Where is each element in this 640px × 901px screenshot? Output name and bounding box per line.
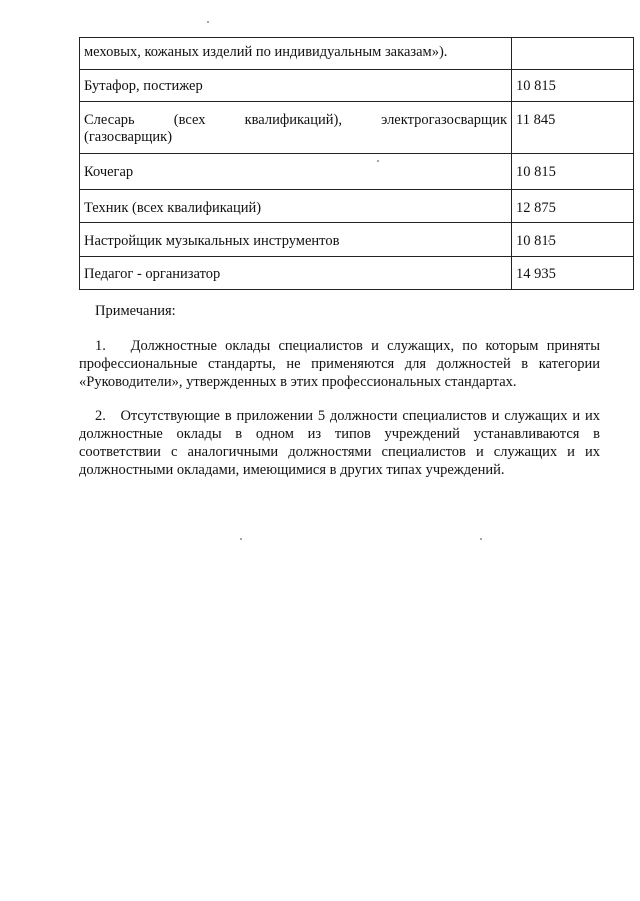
salary-cell [512, 38, 634, 70]
scan-speck [207, 21, 209, 23]
table-row [80, 38, 634, 70]
salary-table [79, 37, 634, 290]
salary-cell: 14 935 [512, 257, 634, 290]
scan-speck [480, 538, 482, 540]
note-number: 1. [95, 338, 123, 354]
note-text: Отсутствующие в приложении 5 должности специалистов и служащих и их должностные оклады в одном из типов учреждений устанавливаются в соответствии с аналогичными должностями специалистов и служащих и их должностными окладами, имеющимися в других типах учреждений. [79, 408, 601, 478]
table-row [80, 70, 634, 102]
table-row [80, 257, 634, 290]
position-cell [80, 102, 512, 154]
salary-cell: 11 845 [512, 102, 634, 154]
salary-cell: 10 815 [512, 223, 634, 257]
table-row [80, 102, 634, 154]
position-cell: Техник (всех квалификаций) [80, 190, 512, 223]
position-cell: Педагог - организатор [80, 257, 512, 290]
table-row [80, 154, 634, 190]
position-line: Слесарь (всех квалификаций), электрогазосварщик [84, 112, 507, 128]
salary-cell: 10 815 [512, 154, 634, 190]
scan-speck [240, 538, 242, 540]
position-line: (газосварщик) [84, 129, 173, 145]
position-cell: Бутафор, постижер [80, 70, 512, 102]
notes-heading: Примечания: [95, 303, 176, 319]
position-cell: Настройщик музыкальных инструментов [80, 223, 512, 257]
note-text: Должностные оклады специалистов и служащих, по которым приняты профессиональные стандарты, не применяются для должностей в категории «Руководители», утвержденных в этих профессиональных стандартах. [79, 338, 601, 390]
position-cell: Кочегар [80, 154, 512, 190]
note-item [79, 337, 600, 391]
table-row [80, 223, 634, 257]
note-number: 2. [95, 408, 116, 424]
salary-cell: 10 815 [512, 70, 634, 102]
table-row [80, 190, 634, 223]
position-cell: меховых, кожаных изделий по индивидуальным заказам»). [80, 38, 512, 70]
note-item [79, 407, 600, 479]
salary-cell: 12 875 [512, 190, 634, 223]
